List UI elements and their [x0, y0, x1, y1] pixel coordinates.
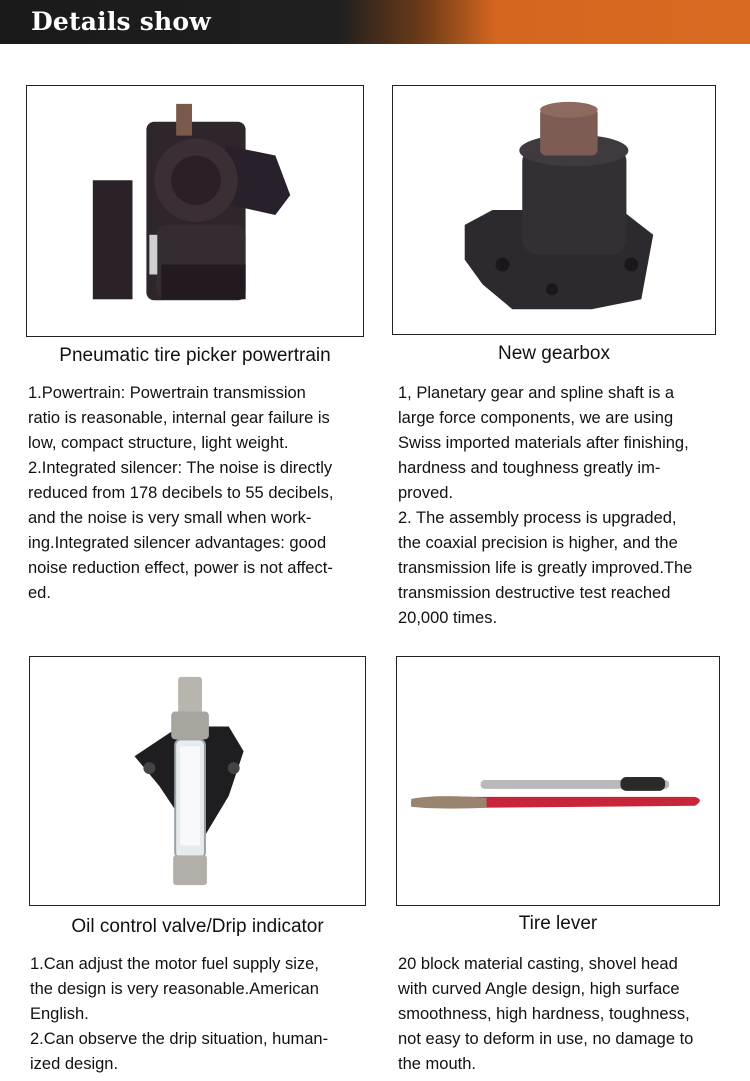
- text-line: transmission destructive test reached: [398, 584, 671, 602]
- text-line: ratio is reasonable, internal gear failure is: [28, 409, 330, 427]
- tire-lever-image-frame: [396, 656, 720, 906]
- text-line: ed.: [28, 584, 51, 602]
- text-line: the mouth.: [398, 1055, 476, 1073]
- text-line: 2. The assembly process is upgraded,: [398, 509, 677, 527]
- text-line: 1.Powertrain: Powertrain transmission: [28, 384, 306, 402]
- text-line: 1, Planetary gear and spline shaft is a: [398, 384, 675, 402]
- text-line: reduced from 178 decibels to 55 decibels,: [28, 484, 334, 502]
- text-line: 1.Can adjust the motor fuel supply size,: [30, 955, 319, 973]
- oil-valve-image: [30, 657, 365, 905]
- text-line: large force components, we are using: [398, 409, 674, 427]
- text-line: ized design.: [30, 1055, 119, 1073]
- text-line: noise reduction effect, power is not affect-: [28, 559, 333, 577]
- text-line: Swiss imported materials after finishing,: [398, 434, 689, 452]
- gearbox-image: [393, 86, 715, 334]
- text-line: low, compact structure, light weight.: [28, 434, 289, 452]
- text-line: smoothness, high hardness, toughness,: [398, 1005, 690, 1023]
- text-line: the coaxial precision is higher, and the: [398, 534, 678, 552]
- text-line: 2.Can observe the drip situation, human-: [30, 1030, 329, 1048]
- powertrain-caption: Pneumatic tire picker powertrain: [59, 345, 331, 366]
- powertrain-image-frame: [26, 85, 364, 337]
- text-line: English.: [30, 1005, 89, 1023]
- powertrain-description: [28, 381, 370, 606]
- tire-lever-image: [397, 657, 719, 905]
- text-line: hardness and toughness greatly im-: [398, 459, 661, 477]
- oil-valve-caption: Oil control valve/Drip indicator: [71, 916, 324, 937]
- text-line: not easy to deform in use, no damage to: [398, 1030, 694, 1048]
- section-title: Details show: [31, 7, 211, 36]
- text-line: 2.Integrated silencer: The noise is directly: [28, 459, 333, 477]
- powertrain-image: [27, 86, 363, 336]
- oil-valve-image-frame: [29, 656, 366, 906]
- text-line: and the noise is very small when work-: [28, 509, 312, 527]
- tire-lever-description: [398, 952, 738, 1077]
- oil-valve-description: [30, 952, 370, 1077]
- header-banner: [0, 0, 750, 44]
- text-line: with curved Angle design, high surface: [398, 980, 680, 998]
- gearbox-description: [398, 381, 738, 631]
- gearbox-caption: New gearbox: [498, 343, 610, 364]
- text-line: 20,000 times.: [398, 609, 498, 627]
- text-line: the design is very reasonable.American: [30, 980, 319, 998]
- gearbox-image-frame: [392, 85, 716, 335]
- text-line: proved.: [398, 484, 454, 502]
- tire-lever-caption: Tire lever: [518, 913, 598, 934]
- text-line: transmission life is greatly improved.The: [398, 559, 693, 577]
- text-line: 20 block material casting, shovel head: [398, 955, 678, 973]
- text-line: ing.Integrated silencer advantages: good: [28, 534, 327, 552]
